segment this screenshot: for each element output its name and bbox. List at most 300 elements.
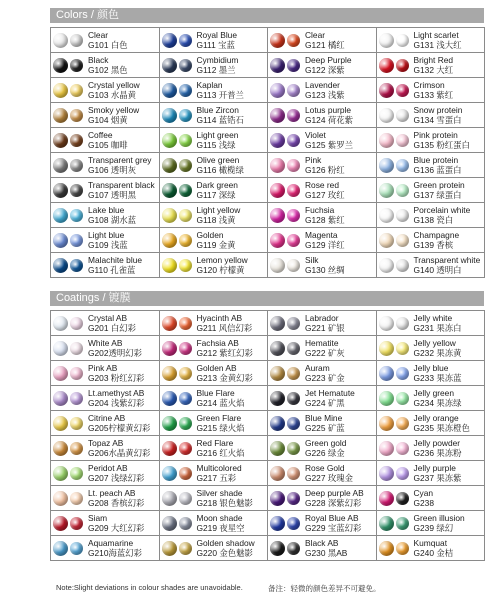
color-code: G103 水晶黄 — [88, 90, 136, 100]
gem-back-swatch — [179, 209, 192, 222]
color-code: G128 紫红 — [305, 215, 345, 225]
color-code: G134 雪蛋白 — [413, 115, 462, 125]
swatch-label — [305, 205, 345, 225]
color-name: Jelly white — [413, 313, 453, 323]
gem-back-swatch — [287, 517, 300, 530]
gem-back-swatch — [287, 442, 300, 455]
swatch-label — [88, 438, 150, 458]
gem-back-swatch — [396, 417, 409, 430]
color-name: Auram — [305, 363, 330, 373]
coatings-grid — [50, 310, 485, 561]
color-swatch-cell — [160, 386, 269, 411]
swatch-label — [414, 313, 462, 333]
swatch-label — [305, 130, 353, 150]
swatch-label — [197, 155, 244, 175]
color-code: G230 黑AB — [305, 548, 348, 558]
color-code: G207 浅绿幻彩 — [88, 473, 145, 483]
gem-back-swatch — [70, 234, 83, 247]
swatch-label — [197, 438, 245, 458]
color-name: Blue Mine — [305, 413, 343, 423]
gem-front-swatch — [53, 133, 68, 148]
color-name: Jelly orange — [413, 413, 459, 423]
color-swatch-cell — [377, 128, 486, 153]
gem-front-swatch — [53, 33, 68, 48]
swatch-label — [197, 230, 236, 250]
swatch-label — [305, 230, 345, 250]
swatch-label — [305, 413, 345, 433]
color-code: G109 浅蓝 — [88, 240, 128, 250]
gem-front-swatch — [270, 183, 285, 198]
gem-front-swatch — [379, 233, 394, 248]
swatch-label — [414, 105, 463, 125]
color-name: Olive green — [196, 155, 240, 165]
gem-front-swatch — [270, 258, 285, 273]
swatch-label — [197, 463, 242, 483]
color-code: G120 柠檬黄 — [196, 265, 245, 275]
color-swatch-cell — [160, 128, 269, 153]
gem-back-swatch — [396, 467, 409, 480]
gem-back-swatch — [70, 492, 83, 505]
color-code: G233 果冻蓝 — [413, 373, 462, 383]
color-code: G226 绿金 — [305, 448, 345, 458]
color-name: Cymbidium — [196, 55, 239, 65]
color-code: G112 墨兰 — [196, 65, 236, 75]
color-swatch-cell — [51, 103, 160, 128]
gem-back-swatch — [396, 34, 409, 47]
gem-back-swatch — [287, 109, 300, 122]
swatch-label — [88, 463, 144, 483]
color-swatch-cell — [268, 311, 377, 336]
color-name: Red Flare — [196, 438, 234, 448]
gem-front-swatch — [53, 441, 68, 456]
color-code: G129 洋红 — [305, 240, 345, 250]
color-code: G125 紫罗兰 — [305, 140, 353, 150]
swatch-label — [414, 363, 462, 383]
gem-back-swatch — [396, 209, 409, 222]
gem-front-swatch — [379, 316, 394, 331]
swatch-label — [305, 180, 345, 200]
color-swatch-cell — [377, 486, 486, 511]
color-swatch-cell — [51, 78, 160, 103]
gem-front-swatch — [53, 416, 68, 431]
color-swatch-cell — [377, 53, 486, 78]
gem-back-swatch — [179, 134, 192, 147]
swatch-label — [305, 55, 352, 75]
swatch-label — [197, 180, 238, 200]
gem-front-swatch — [162, 208, 177, 223]
color-name: Black — [88, 55, 109, 65]
color-swatch-cell — [51, 228, 160, 253]
gem-back-swatch — [396, 492, 409, 505]
color-swatch-cell — [51, 28, 160, 53]
swatch-label — [197, 205, 241, 225]
gem-back-swatch — [287, 367, 300, 380]
swatch-label — [305, 463, 353, 483]
color-code: G113 开普兰 — [196, 90, 244, 100]
swatch-label — [414, 130, 470, 150]
gem-front-swatch — [162, 58, 177, 73]
color-code: G124 荷花紫 — [305, 115, 353, 125]
color-swatch-cell — [51, 153, 160, 178]
gem-front-swatch — [162, 158, 177, 173]
color-swatch-cell — [268, 153, 377, 178]
color-swatch-cell — [268, 436, 377, 461]
color-swatch-cell — [268, 486, 377, 511]
coatings-section-header — [50, 291, 484, 306]
color-swatch-cell — [377, 411, 486, 436]
color-code: G206水晶黄幻彩 — [88, 448, 151, 458]
gem-front-swatch — [53, 158, 68, 173]
color-code: G116 橄榄绿 — [196, 165, 244, 175]
swatch-label — [414, 55, 454, 75]
swatch-label — [414, 463, 462, 483]
color-swatch-cell — [160, 411, 269, 436]
gem-front-swatch — [270, 133, 285, 148]
color-name: Malachite blue — [88, 255, 143, 265]
color-swatch-cell — [268, 178, 377, 203]
gem-back-swatch — [179, 517, 192, 530]
color-code: G224 矿黑 — [305, 398, 345, 408]
color-name: Rose Gold — [305, 463, 345, 473]
gem-front-swatch — [270, 441, 285, 456]
color-name: Multicolored — [196, 463, 242, 473]
color-code: G136 蓝蛋白 — [413, 165, 462, 175]
gem-back-swatch — [287, 259, 300, 272]
color-code: G212 紫红幻彩 — [196, 348, 253, 358]
color-code: G203 粉红幻彩 — [88, 373, 145, 383]
swatch-label — [88, 388, 144, 408]
color-name: Deep purple AB — [305, 488, 364, 498]
swatch-label — [88, 205, 136, 225]
color-code: G121 橘红 — [305, 40, 345, 50]
color-swatch-cell — [268, 461, 377, 486]
color-code: G130 丝绸 — [305, 265, 345, 275]
color-name: Fachsia AB — [196, 338, 239, 348]
gem-front-swatch — [270, 83, 285, 98]
swatch-label — [414, 30, 462, 50]
color-name: Kaplan — [196, 80, 223, 90]
swatch-label — [88, 538, 142, 558]
swatch-label — [197, 130, 239, 150]
color-swatch-cell — [160, 178, 269, 203]
color-code: G215 绿火焰 — [196, 423, 245, 433]
color-swatch-cell — [51, 361, 160, 386]
swatch-label — [197, 80, 244, 100]
gem-front-swatch — [162, 316, 177, 331]
color-code: G232 果冻黄 — [413, 348, 462, 358]
color-swatch-cell — [51, 536, 160, 561]
gem-back-swatch — [70, 442, 83, 455]
swatch-label — [88, 130, 128, 150]
gem-back-swatch — [179, 109, 192, 122]
swatch-label — [88, 255, 142, 275]
color-code: G133 紫红 — [413, 90, 454, 100]
gem-back-swatch — [287, 159, 300, 172]
gem-front-swatch — [379, 466, 394, 481]
swatch-label — [88, 488, 144, 508]
gem-front-swatch — [162, 441, 177, 456]
color-name: Light yellow — [196, 205, 241, 215]
gem-front-swatch — [379, 516, 394, 531]
swatch-label — [197, 313, 253, 333]
color-code: G201 白幻彩 — [88, 323, 136, 333]
gem-back-swatch — [70, 367, 83, 380]
gem-back-swatch — [287, 342, 300, 355]
gem-front-swatch — [379, 441, 394, 456]
gem-back-swatch — [396, 109, 409, 122]
gem-back-swatch — [70, 209, 83, 222]
color-code: G222 矿灰 — [305, 348, 345, 358]
swatch-label — [88, 413, 150, 433]
gem-back-swatch — [396, 259, 409, 272]
gem-back-swatch — [70, 34, 83, 47]
color-swatch-cell — [377, 178, 486, 203]
color-code: G131 浅大红 — [413, 40, 462, 50]
color-swatch-cell — [377, 253, 486, 278]
gem-front-swatch — [270, 516, 285, 531]
color-name: Pink AB — [88, 363, 118, 373]
gem-front-swatch — [162, 491, 177, 506]
swatch-label — [414, 538, 454, 558]
color-name: Siam — [88, 513, 108, 523]
color-name: Citrine AB — [88, 413, 126, 423]
gem-front-swatch — [53, 491, 68, 506]
color-swatch-cell — [51, 128, 160, 153]
color-code: G210海蓝幻彩 — [88, 548, 142, 558]
color-swatch-cell — [377, 28, 486, 53]
gem-back-swatch — [396, 442, 409, 455]
color-code: G101 白色 — [88, 40, 128, 50]
color-code: G123 浅紫 — [305, 90, 345, 100]
gem-back-swatch — [287, 467, 300, 480]
color-swatch-cell — [268, 386, 377, 411]
gem-front-swatch — [270, 233, 285, 248]
color-code: G118 浅黄 — [196, 215, 236, 225]
swatch-label — [88, 30, 128, 50]
gem-front-swatch — [53, 341, 68, 356]
color-code: G137 绿蛋白 — [413, 190, 462, 200]
swatch-label — [305, 155, 345, 175]
swatch-label — [88, 363, 144, 383]
color-code: G102 黑色 — [88, 65, 128, 75]
swatch-label — [197, 413, 245, 433]
color-name: Pink — [305, 155, 322, 165]
color-code: G114 蓝锆石 — [196, 115, 244, 125]
gem-back-swatch — [179, 84, 192, 97]
gem-front-swatch — [162, 83, 177, 98]
color-name: Topaz AB — [88, 438, 124, 448]
color-code: G237 果冻紫 — [413, 473, 462, 483]
color-code: G126 粉红 — [305, 165, 345, 175]
color-name: Light scarlet — [413, 30, 459, 40]
swatch-label — [305, 313, 345, 333]
swatch-label — [305, 438, 346, 458]
color-swatch-cell — [160, 311, 269, 336]
color-swatch-cell — [268, 536, 377, 561]
color-code: G111 宝蓝 — [196, 40, 235, 50]
swatch-label — [305, 338, 345, 358]
swatch-label — [414, 80, 454, 100]
gem-front-swatch — [379, 208, 394, 223]
color-code: G204 浅紫幻彩 — [88, 398, 145, 408]
color-name: Cyan — [413, 488, 434, 498]
color-name: Light blue — [88, 230, 125, 240]
swatch-label — [197, 338, 253, 358]
color-swatch-cell — [377, 511, 486, 536]
color-swatch-cell — [377, 153, 486, 178]
gem-front-swatch — [162, 366, 177, 381]
color-swatch-cell — [377, 536, 486, 561]
color-name: Kumquat — [413, 538, 448, 548]
color-code: G217 五彩 — [196, 473, 237, 483]
color-name: Hyacinth AB — [196, 313, 243, 323]
color-name: Blue protein — [413, 155, 459, 165]
color-name: Light green — [196, 130, 239, 140]
color-name: Golden shadow — [196, 538, 255, 548]
gem-back-swatch — [70, 467, 83, 480]
gem-front-swatch — [162, 133, 177, 148]
swatch-label — [414, 205, 471, 225]
color-name: Lt.amethyst AB — [88, 388, 145, 398]
gem-back-swatch — [287, 317, 300, 330]
swatch-label — [88, 230, 128, 250]
colors-grid — [50, 27, 485, 278]
coatings-header-text: Coatings / 镀膜 — [56, 292, 131, 304]
color-code: G122 深紫 — [305, 65, 345, 75]
gem-back-swatch — [287, 492, 300, 505]
footnote-english: Note:Slight deviations in colour shades are unavoidable. — [56, 583, 243, 592]
gem-front-swatch — [379, 341, 394, 356]
swatch-label — [197, 538, 255, 558]
gem-front-swatch — [270, 416, 285, 431]
color-code: G229 宝蓝幻彩 — [305, 523, 362, 533]
swatch-label — [414, 413, 470, 433]
swatch-label — [414, 388, 462, 408]
color-name: Jet Hematute — [305, 388, 355, 398]
gem-front-swatch — [379, 83, 394, 98]
color-swatch-cell — [51, 486, 160, 511]
color-name: Bright Red — [413, 55, 454, 65]
color-swatch-cell — [377, 103, 486, 128]
gem-back-swatch — [396, 542, 409, 555]
color-name: Clear — [305, 30, 326, 40]
color-name: Violet — [305, 130, 326, 140]
color-swatch-cell — [268, 128, 377, 153]
swatch-label — [305, 255, 345, 275]
color-name: Jelly powder — [413, 438, 461, 448]
color-name: Dark green — [196, 180, 238, 190]
gem-front-swatch — [270, 391, 285, 406]
gem-front-swatch — [162, 391, 177, 406]
color-code: G115 浅绿 — [196, 140, 236, 150]
gem-back-swatch — [287, 84, 300, 97]
color-swatch-cell — [160, 53, 269, 78]
gem-back-swatch — [396, 159, 409, 172]
color-code: G117 深绿 — [196, 190, 236, 200]
gem-front-swatch — [53, 466, 68, 481]
color-swatch-cell — [268, 203, 377, 228]
swatch-label — [414, 255, 481, 275]
gem-front-swatch — [162, 466, 177, 481]
swatch-label — [88, 313, 136, 333]
gem-front-swatch — [162, 108, 177, 123]
color-code: G139 香槟 — [413, 240, 454, 250]
color-name: Lotus purple — [305, 105, 352, 115]
gem-back-swatch — [396, 517, 409, 530]
color-code: G213 金黄幻彩 — [196, 373, 253, 383]
swatch-label — [305, 538, 347, 558]
color-swatch-cell — [51, 461, 160, 486]
swatch-label — [197, 30, 238, 50]
color-swatch-cell — [160, 28, 269, 53]
gem-front-swatch — [270, 33, 285, 48]
gem-front-swatch — [270, 466, 285, 481]
color-swatch-cell — [51, 178, 160, 203]
gem-front-swatch — [162, 416, 177, 431]
color-swatch-cell — [268, 411, 377, 436]
gem-front-swatch — [53, 316, 68, 331]
gem-back-swatch — [179, 234, 192, 247]
gem-back-swatch — [70, 417, 83, 430]
color-code: G236 果冻粉 — [413, 448, 462, 458]
color-swatch-cell — [160, 361, 269, 386]
gem-back-swatch — [179, 442, 192, 455]
gem-back-swatch — [287, 134, 300, 147]
gem-back-swatch — [70, 392, 83, 405]
color-code: G218 银色魅影 — [196, 498, 253, 508]
color-code: G219 夜星空 — [196, 523, 245, 533]
color-code: G209 大红幻彩 — [88, 523, 145, 533]
gem-front-swatch — [162, 183, 177, 198]
color-swatch-cell — [268, 53, 377, 78]
gem-front-swatch — [53, 516, 68, 531]
color-code: G105 咖啡 — [88, 140, 128, 150]
swatch-label — [197, 255, 248, 275]
gem-back-swatch — [179, 492, 192, 505]
color-code: G235 果冻橙色 — [413, 423, 470, 433]
color-swatch-cell — [51, 311, 160, 336]
gem-back-swatch — [70, 159, 83, 172]
color-name: Lemon yellow — [196, 255, 248, 265]
gem-front-swatch — [270, 108, 285, 123]
swatch-label — [414, 180, 465, 200]
gem-front-swatch — [270, 366, 285, 381]
color-swatch-cell — [160, 253, 269, 278]
color-name: Jelly purple — [413, 463, 456, 473]
color-name: Coffee — [88, 130, 113, 140]
color-swatch-cell — [160, 486, 269, 511]
swatch-label — [414, 438, 462, 458]
gem-front-swatch — [53, 108, 68, 123]
color-code: G227 玫瑰金 — [305, 473, 353, 483]
color-swatch-cell — [377, 361, 486, 386]
gem-back-swatch — [396, 392, 409, 405]
color-swatch-cell — [160, 228, 269, 253]
color-name: Jelly yellow — [413, 338, 456, 348]
swatch-label — [414, 230, 460, 250]
color-swatch-cell — [160, 103, 269, 128]
gem-back-swatch — [179, 317, 192, 330]
gem-front-swatch — [53, 233, 68, 248]
gem-front-swatch — [53, 391, 68, 406]
gem-front-swatch — [162, 516, 177, 531]
color-name: Lake blue — [88, 205, 125, 215]
color-swatch-cell — [51, 436, 160, 461]
gem-front-swatch — [270, 541, 285, 556]
gem-back-swatch — [287, 209, 300, 222]
color-swatch-cell — [160, 461, 269, 486]
color-name: Labrador — [305, 313, 339, 323]
